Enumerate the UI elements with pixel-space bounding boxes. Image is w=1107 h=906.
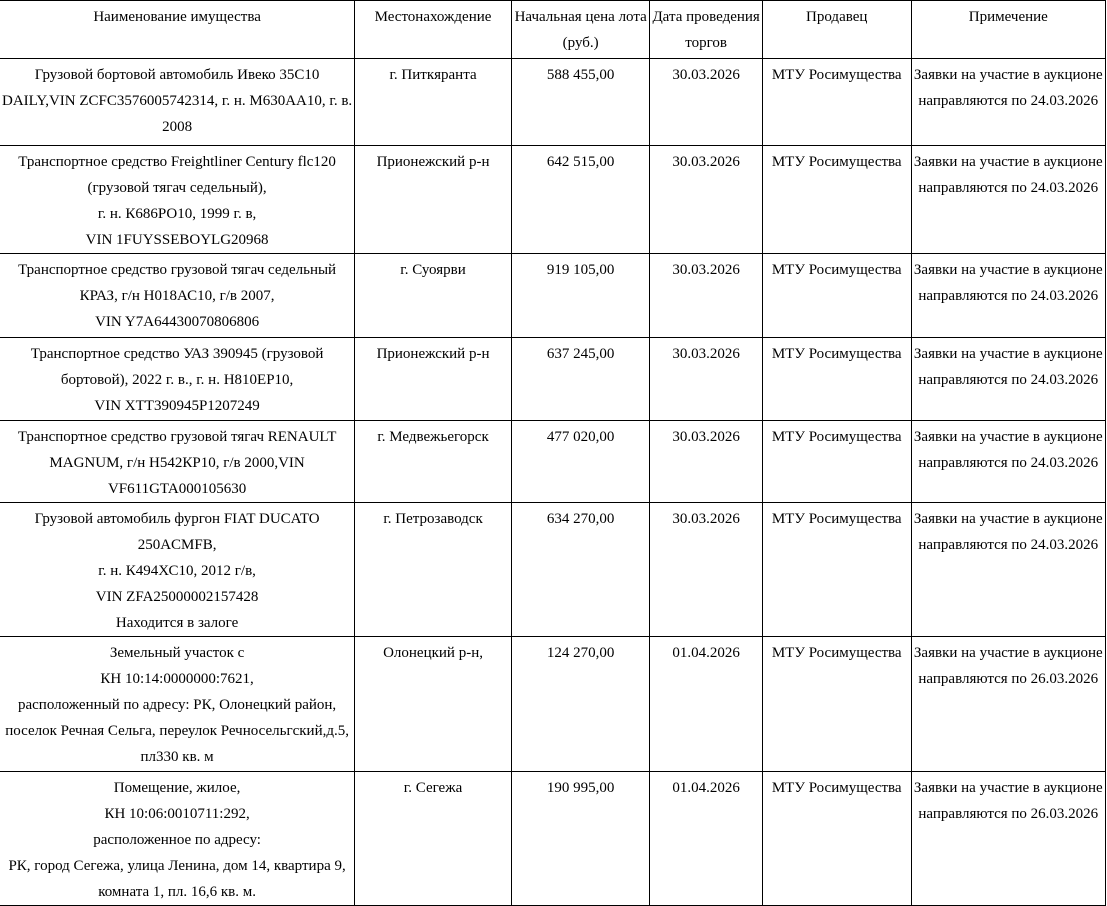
- name-line: Грузовой автомобиль фургон FIAT DUCATO: [34, 511, 320, 527]
- name-line: г. н. К686РО10, 1999 г. в,: [97, 206, 257, 222]
- name-line: 250ACMFB,: [137, 537, 217, 553]
- cell-note: [911, 421, 1105, 503]
- table-row: [0, 254, 1106, 338]
- name-line: (грузовой тягач седельный),: [87, 180, 267, 196]
- cell-price: [511, 503, 650, 637]
- cell-price: [511, 338, 650, 421]
- cell-date: [650, 338, 762, 421]
- header-line: Местонахождение: [374, 9, 492, 25]
- name-line: поселок Речная Сельга, переулок Речносельгский,д.5,: [5, 723, 349, 739]
- cell-location: [355, 59, 512, 146]
- cell-price: [511, 59, 650, 146]
- table-row: [0, 338, 1106, 421]
- cell-note: [911, 503, 1105, 637]
- note-line: направляются по 24.03.2026: [918, 455, 1099, 471]
- name-line: DAILY,VIN ZCFC3576005742314, г. н. М630АА10, г. в.: [2, 93, 353, 109]
- name-line: КН 10:06:0010711:292,: [104, 806, 250, 822]
- cell-seller: [762, 421, 911, 503]
- location-line: Прионежский р-н: [376, 154, 490, 170]
- price-value: 190 995,00: [546, 780, 615, 796]
- price-value: 642 515,00: [546, 154, 615, 170]
- cell-location: [355, 503, 512, 637]
- note-line: Заявки на участие в аукционе: [913, 154, 1103, 170]
- date-value: 30.03.2026: [672, 429, 740, 445]
- date-value: 01.04.2026: [672, 780, 740, 796]
- cell-note: [911, 772, 1105, 906]
- location-line: г. Питкяранта: [389, 67, 477, 83]
- location-line: Олонецкий р-н,: [383, 645, 483, 661]
- cell-note: [911, 254, 1105, 338]
- location-line: Прионежский р-н: [376, 346, 490, 362]
- name-line: Транспортное средство грузовой тягач RENAULT: [17, 429, 337, 445]
- cell-name: [0, 338, 355, 421]
- cell-name: [0, 637, 355, 772]
- name-line: Транспортное средство УАЗ 390945 (грузовой: [30, 346, 324, 362]
- column-header-note: [911, 1, 1105, 59]
- cell-note: [911, 146, 1105, 254]
- note-line: Заявки на участие в аукционе: [913, 511, 1103, 527]
- price-value: 919 105,00: [546, 262, 615, 278]
- column-header-location: [355, 1, 512, 59]
- cell-date: [650, 637, 762, 772]
- price-value: 634 270,00: [546, 511, 615, 527]
- name-line: Грузовой бортовой автомобиль Ивеко 35С10: [34, 67, 320, 83]
- cell-price: [511, 772, 650, 906]
- name-line: КН 10:14:0000000:7621,: [100, 671, 254, 687]
- cell-date: [650, 772, 762, 906]
- cell-location: [355, 146, 512, 254]
- name-line: VIN XTT390945P1207249: [94, 398, 260, 414]
- note-line: Заявки на участие в аукционе: [913, 645, 1103, 661]
- name-line: VIN Y7A64430070806806: [95, 314, 260, 330]
- cell-date: [650, 59, 762, 146]
- cell-seller: [762, 637, 911, 772]
- note-line: Заявки на участие в аукционе: [913, 67, 1103, 83]
- table-row: [0, 146, 1106, 254]
- note-line: Заявки на участие в аукционе: [913, 429, 1103, 445]
- cell-location: [355, 637, 512, 772]
- table-body: [0, 59, 1106, 906]
- note-line: направляются по 24.03.2026: [918, 180, 1099, 196]
- seller-value: МТУ Росимущества: [771, 780, 902, 796]
- name-line: VIN 1FUYSSEBOYLG20968: [85, 232, 269, 248]
- cell-location: [355, 254, 512, 338]
- price-value: 588 455,00: [546, 67, 615, 83]
- name-line: VF611GTA000105630: [107, 481, 247, 497]
- cell-note: [911, 338, 1105, 421]
- cell-seller: [762, 254, 911, 338]
- location-line: г. Петрозаводск: [383, 511, 483, 527]
- cell-seller: [762, 338, 911, 421]
- cell-price: [511, 637, 650, 772]
- note-line: Заявки на участие в аукционе: [913, 780, 1103, 796]
- cell-location: [355, 421, 512, 503]
- location-line: г. Сегежа: [403, 780, 463, 796]
- name-line: Транспортное средство Freightliner Century flc120: [18, 154, 336, 170]
- name-line: Помещение, жилое,: [113, 780, 241, 796]
- table-row: [0, 59, 1106, 146]
- name-line: 2008: [162, 119, 193, 135]
- name-line: Находится в залоге: [115, 615, 239, 631]
- header-line: Продавец: [806, 9, 868, 25]
- cell-price: [511, 146, 650, 254]
- note-line: направляются по 26.03.2026: [918, 671, 1099, 687]
- name-line: РК, город Сегежа, улица Ленина, дом 14, квартира 9,: [8, 858, 346, 874]
- seller-value: МТУ Росимущества: [771, 67, 902, 83]
- cell-note: [911, 59, 1105, 146]
- cell-location: [355, 338, 512, 421]
- cell-date: [650, 421, 762, 503]
- name-line: расположенное по адресу:: [93, 832, 261, 848]
- date-value: 30.03.2026: [672, 262, 740, 278]
- column-header-seller: [762, 1, 911, 59]
- header-line: Примечение: [968, 9, 1048, 25]
- date-value: 30.03.2026: [672, 67, 740, 83]
- seller-value: МТУ Росимущества: [771, 429, 902, 445]
- location-line: г. Медвежьегорск: [377, 429, 489, 445]
- cell-seller: [762, 59, 911, 146]
- name-line: комната 1, пл. 16,6 кв. м.: [98, 884, 256, 900]
- note-line: направляются по 24.03.2026: [918, 288, 1099, 304]
- name-line: КРАЗ, г/н Н018АС10, г/в 2007,: [79, 288, 275, 304]
- price-value: 124 270,00: [546, 645, 615, 661]
- column-header-price: [511, 1, 650, 59]
- note-line: направляются по 24.03.2026: [918, 372, 1099, 388]
- name-line: MAGNUM, г/н Н542КР10, г/в 2000,VIN: [49, 455, 305, 471]
- cell-name: [0, 772, 355, 906]
- name-line: Транспортное средство грузовой тягач седельный: [18, 262, 337, 278]
- name-line: пл330 кв. м: [140, 749, 214, 765]
- header-line: торгов: [685, 35, 727, 51]
- cell-name: [0, 503, 355, 637]
- note-line: направляются по 24.03.2026: [918, 93, 1099, 109]
- cell-seller: [762, 503, 911, 637]
- seller-value: МТУ Росимущества: [771, 154, 902, 170]
- name-line: г. н. К494ХС10, 2012 г/в,: [98, 563, 256, 579]
- note-line: направляются по 24.03.2026: [918, 537, 1099, 553]
- note-line: Заявки на участие в аукционе: [913, 262, 1103, 278]
- name-line: бортовой), 2022 г. в., г. н. Н810ЕР10,: [60, 372, 294, 388]
- seller-value: МТУ Росимущества: [771, 346, 902, 362]
- price-value: 637 245,00: [546, 346, 615, 362]
- column-header-name: [0, 1, 355, 59]
- cell-seller: [762, 146, 911, 254]
- location-line: г. Суоярви: [400, 262, 466, 278]
- table-row: [0, 421, 1106, 503]
- name-line: Земельный участок с: [109, 645, 245, 661]
- seller-value: МТУ Росимущества: [771, 262, 902, 278]
- cell-location: [355, 772, 512, 906]
- cell-date: [650, 146, 762, 254]
- table-row: [0, 772, 1106, 906]
- cell-name: [0, 421, 355, 503]
- header-line: (руб.): [562, 35, 599, 51]
- cell-note: [911, 637, 1105, 772]
- header-line: Дата проведения: [652, 9, 760, 25]
- table-row: [0, 637, 1106, 772]
- header-row: [0, 1, 1106, 59]
- cell-name: [0, 59, 355, 146]
- cell-date: [650, 503, 762, 637]
- seller-value: МТУ Росимущества: [771, 511, 902, 527]
- date-value: 30.03.2026: [672, 346, 740, 362]
- header-line: Наименование имущества: [93, 9, 261, 25]
- column-header-date: [650, 1, 762, 59]
- note-line: направляются по 26.03.2026: [918, 806, 1099, 822]
- name-line: VIN ZFA25000002157428: [95, 589, 259, 605]
- cell-date: [650, 254, 762, 338]
- cell-price: [511, 421, 650, 503]
- cell-seller: [762, 772, 911, 906]
- table-row: [0, 503, 1106, 637]
- name-line: расположенный по адресу: РК, Олонецкий район,: [17, 697, 337, 713]
- date-value: 30.03.2026: [672, 511, 740, 527]
- cell-name: [0, 254, 355, 338]
- price-value: 477 020,00: [546, 429, 615, 445]
- date-value: 01.04.2026: [672, 645, 740, 661]
- header-line: Начальная цена лота: [514, 9, 647, 25]
- seller-value: МТУ Росимущества: [771, 645, 902, 661]
- date-value: 30.03.2026: [672, 154, 740, 170]
- note-line: Заявки на участие в аукционе: [913, 346, 1103, 362]
- cell-name: [0, 146, 355, 254]
- cell-price: [511, 254, 650, 338]
